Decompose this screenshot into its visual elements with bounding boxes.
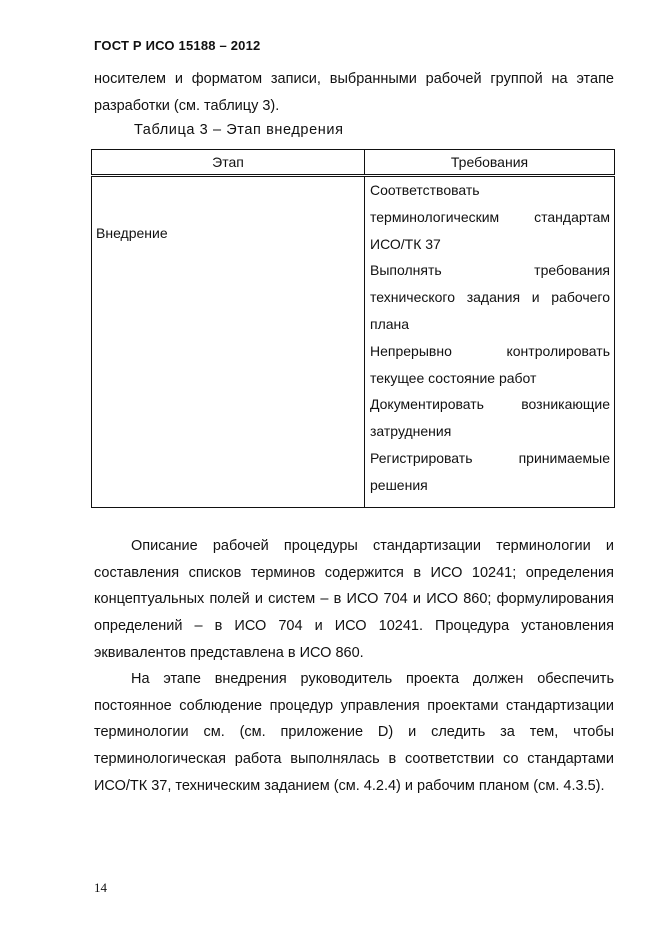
requirement-text: Непрерывно контролировать текущее состояние работ	[370, 342, 610, 386]
document-header: ГОСТ Р ИСО 15188 – 2012	[94, 38, 261, 53]
table-row	[92, 176, 615, 508]
header-stage: Этап	[92, 150, 365, 176]
requirement-item	[370, 338, 610, 392]
requirement-item	[370, 177, 610, 257]
requirement-item	[370, 445, 610, 499]
table-caption: Таблица 3 – Этап внедрения	[134, 122, 344, 138]
requirement-text: Регистрировать принимаемые решения	[370, 449, 610, 493]
requirement-text: Соответствовать терминологическим стандартам ИСО/ТК 37	[370, 182, 610, 252]
stage-table	[91, 149, 615, 508]
body-paragraph: На этапе внедрения руководитель проекта должен обеспечить постоянное соблюдение процедур управления проектами стандартизации терминологии см. (см. приложение D) и следить за тем, чтобы терминологическая работа выполнялась в соответствии со стандартами ИСО/ТК 37, техническим заданием (см. 4.2.4) и рабочим планом (см. 4.3.5).	[94, 671, 614, 794]
table-header-row	[92, 150, 615, 176]
body-paragraph: Описание рабочей процедуры стандартизации терминологии и составления списков терминов содержится в ИСО 10241; определения концептуальных полей и систем – в ИСО 704 и ИСО 860; формулирования определений – в ИСО 704 и ИСО 10241. Процедура установления эквивалентов представлена в ИСО 860.	[94, 538, 614, 661]
page-number: 14	[94, 880, 107, 895]
requirement-text: Выполнять требования технического задания и рабочего плана	[370, 262, 610, 332]
requirement-item	[370, 257, 610, 337]
requirement-text: Документировать возникающие затруднения	[370, 396, 610, 440]
stage-cell: Внедрение	[92, 176, 365, 508]
intro-paragraph: носителем и форматом записи, выбранными рабочей группой на этапе разработки (см. таблицу 3).	[94, 71, 614, 114]
header-requirements: Требования	[365, 150, 615, 176]
requirement-item	[370, 391, 610, 445]
requirements-cell	[365, 176, 615, 508]
